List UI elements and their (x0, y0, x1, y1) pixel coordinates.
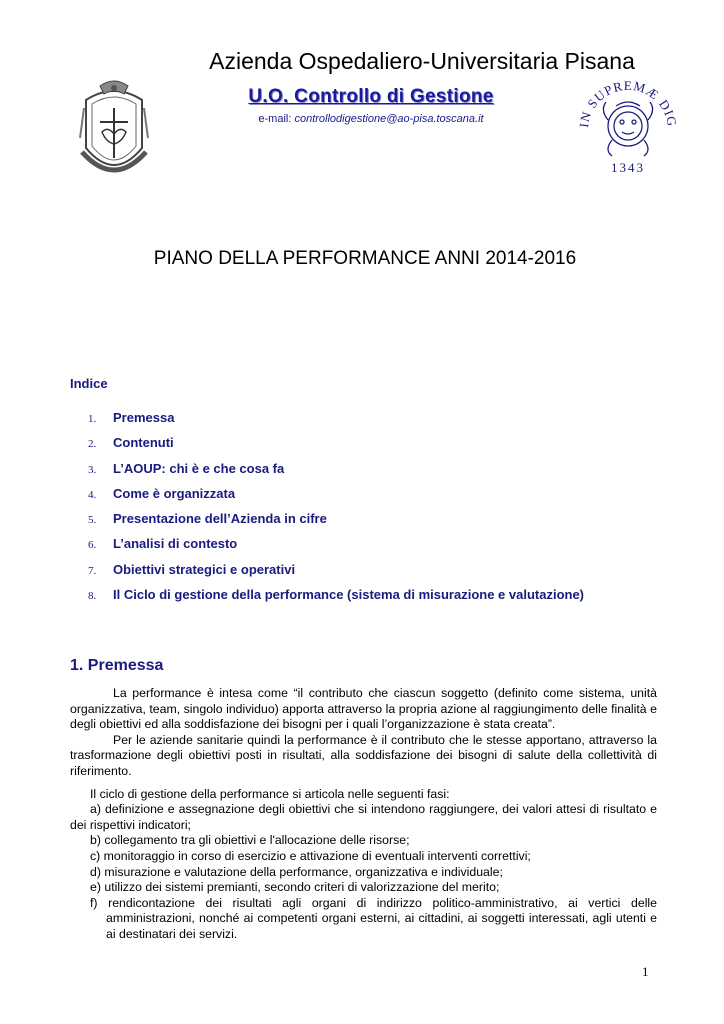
toc-item[interactable] (88, 562, 584, 587)
toc-number: 3. (88, 463, 97, 476)
toc-item[interactable] (88, 461, 584, 486)
toc-number: 6. (88, 539, 97, 552)
paragraph: Per le aziende sanitarie quindi la performance è il contributo che le stesse apportano, attraverso la trasformazione degli obiettivi posti in risultati, alla soddisfazione dei bisogni di salute della collettività di riferimento. (70, 732, 657, 778)
toc-label: Presentazione dell’Azienda in cifre (113, 511, 327, 527)
toc-item[interactable] (88, 486, 584, 511)
phase-item: b) collegamento tra gli obiettivi e l'allocazione delle risorse; (90, 833, 410, 848)
email-label: e-mail: (258, 113, 292, 125)
index-heading: Indice (70, 376, 108, 391)
toc-number: 4. (88, 488, 97, 501)
toc-item[interactable] (88, 435, 584, 460)
email-line (0, 113, 724, 125)
phase-item: a) definizione e assegnazione degli obiettivi che si intendono raggiungere, dei valori attesi di risultato e dei rispettivi indicatori; (70, 802, 657, 832)
toc-label: L’analisi di contesto (113, 536, 238, 552)
section-heading: 1. Premessa (70, 657, 164, 674)
phase-item: d) misurazione e valutazione della performance, organizzativa e individuale; (90, 864, 503, 879)
toc-item[interactable] (88, 536, 584, 561)
toc-item[interactable] (88, 410, 584, 435)
toc-label: Come è organizzata (113, 485, 236, 501)
phase-item: e) utilizzo dei sistemi premianti, secondo criteri di valorizzazione del merito; (90, 880, 500, 895)
toc-item[interactable] (88, 511, 584, 536)
toc-number: 7. (88, 564, 97, 577)
phase-item: f) rendicontazione dei risultati agli organi di indirizzo politico-amministrativo, ai vertici delle amministrazioni, nonché ai competenti organi esterni, ai cittadini, ai soggetti interessati, agli utenti e ai destinatari dei servizi. (90, 895, 657, 941)
toc-label: Premessa (113, 410, 175, 425)
toc-label: Il Ciclo di gestione della performance (sistema di misurazione e valutazione) (113, 587, 585, 603)
toc-label: L’AOUP: chi è e che cosa fa (113, 460, 285, 476)
toc-item[interactable] (88, 587, 584, 612)
seal-year: 1343 (611, 160, 645, 175)
toc-number: 2. (88, 438, 97, 451)
seal-text: IN SUPREMÆ DIG (576, 77, 681, 129)
toc-number: 5. (88, 514, 97, 527)
phases-intro: Il ciclo di gestione della performance si articola nelle seguenti fasi: (90, 786, 450, 801)
paragraph: La performance è intesa come “il contributo che ciascun soggetto (definito come sistema, unità organizzativa, team, singolo individuo) apporta attraverso la propria azione al raggiungimento delle finalità e degli obiettivi ed alla soddisfazione dei bisogni per i quali l’organizzazione è stata creata”. (70, 686, 657, 732)
toc-number: 1. (88, 413, 97, 425)
page-number: 1 (642, 964, 649, 979)
toc-label: Contenuti (113, 435, 174, 451)
phase-item: c) monitoraggio in corso di esercizio e attivazione di eventuali interventi correttivi; (90, 848, 531, 863)
toc-number: 8. (88, 590, 97, 603)
section-body (70, 686, 657, 943)
unit-title: U.O. Controllo di Gestione (248, 86, 494, 107)
email-link[interactable]: controllodigestione@ao-pisa.toscana.it (294, 113, 484, 125)
toc-label: Obiettivi strategici e operativi (113, 561, 296, 577)
table-of-contents (88, 410, 584, 612)
organization-title: Azienda Ospedaliero-Universitaria Pisana (209, 48, 635, 74)
document-title: PIANO DELLA PERFORMANCE ANNI 2014-2016 (153, 248, 577, 269)
